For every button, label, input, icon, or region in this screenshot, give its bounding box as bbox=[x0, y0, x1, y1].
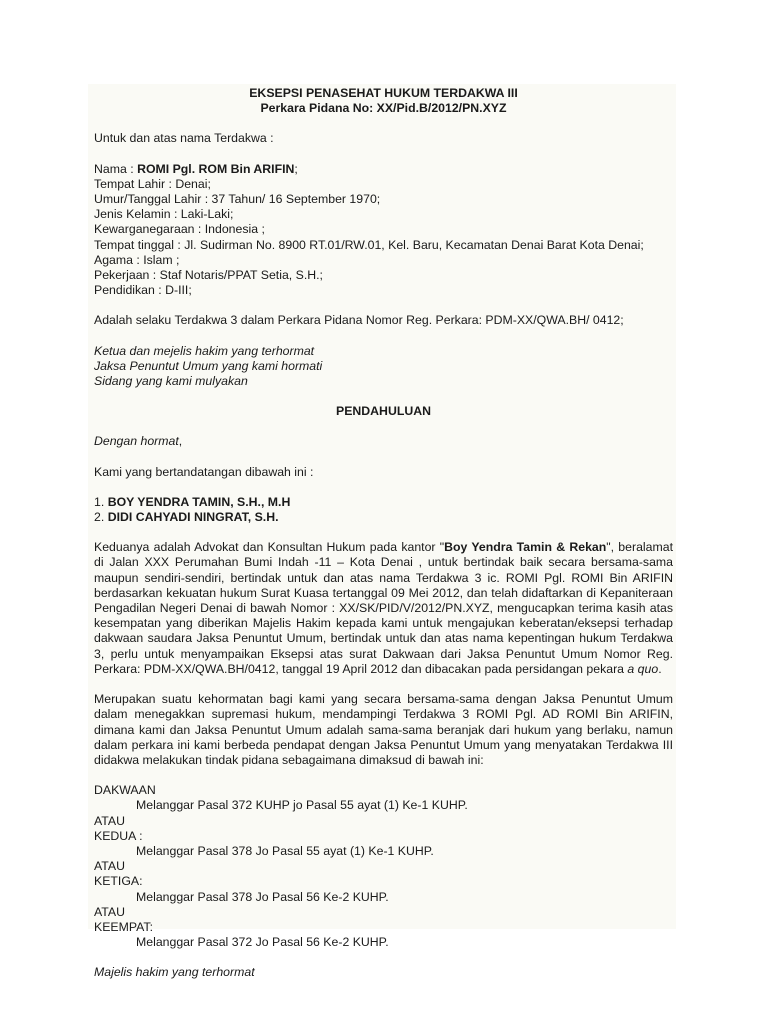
section-title: PENDAHULUAN bbox=[336, 404, 431, 419]
charge-or: ATAU bbox=[94, 859, 125, 874]
charge-heading: DAKWAAN bbox=[94, 783, 156, 798]
document-title: EKSEPSI PENASEHAT HUKUM TERDAKWA III bbox=[249, 86, 518, 100]
lawyer-item: 1. BOY YENDRA TAMIN, S.H., M.H bbox=[94, 494, 291, 509]
charge-heading: KEEMPAT: bbox=[94, 919, 153, 934]
defendant-religion: Agama : Islam ; bbox=[94, 252, 180, 267]
charge-heading: KETIGA: bbox=[94, 874, 143, 889]
lawyer-item: 2. DIDI CAHYADI NINGRAT, S.H. bbox=[94, 510, 279, 525]
defendant-nationality: Kewarganegaraan : Indonesia ; bbox=[94, 222, 265, 237]
charge-item: Melanggar Pasal 372 KUHP jo Pasal 55 ayat (1) Ke-1 KUHP. bbox=[136, 798, 468, 813]
defendant-education: Pendidikan : D-III; bbox=[94, 283, 192, 298]
greeting: Dengan hormat, bbox=[94, 434, 183, 449]
defendant-occupation: Pekerjaan : Staf Notaris/PPAT Setia, S.H.; bbox=[94, 268, 323, 283]
charge-item: Melanggar Pasal 378 Jo Pasal 56 Ke-2 KUHP. bbox=[136, 889, 389, 904]
paragraph-honor: Merupakan suatu kehormatan bagi kami yang secara bersama-sama dengan Jaksa Penuntut Umum dalam menegakkan supremasi hukum, mendampingi Terdakwa 3 ROMI Pgl. AD ROMI Bin ARIFIN, dimana kami dan Jaksa Penuntut Umum adalah sama-sama beranjak dari hukum yang berlaku, namun dalam perkara ini kami berbeda pendapat dengan Jaksa Penuntut Umum yang menyatakan Terdakwa III didakwa melakukan tindak pidana sebagaimana dimaksud di bawah ini: bbox=[94, 692, 673, 767]
salutation-line: Sidang yang kami mulyakan bbox=[94, 374, 248, 389]
document-page bbox=[88, 84, 676, 980]
charge-item: Melanggar Pasal 372 Jo Pasal 56 Ke-2 KUHP. bbox=[136, 935, 389, 950]
defendant-birthplace: Tempat Lahir : Denai; bbox=[94, 176, 211, 191]
signed-intro: Kami yang bertandatangan dibawah ini : bbox=[94, 464, 314, 479]
intro-line: Untuk dan atas nama Terdakwa : bbox=[94, 131, 274, 146]
name-value: ROMI Pgl. ROM Bin ARIFIN bbox=[137, 161, 295, 176]
charge-or: ATAU bbox=[94, 904, 125, 919]
law-firm-name: Boy Yendra Tamin & Rekan bbox=[444, 540, 607, 555]
status-line: Adalah selaku Terdakwa 3 dalam Perkara Pidana Nomor Reg. Perkara: PDM-XX/QWA.BH/ 0412; bbox=[94, 313, 624, 328]
defendant-name: Nama : ROMI Pgl. ROM Bin ARIFIN; bbox=[94, 161, 298, 176]
name-label: Nama : bbox=[94, 161, 138, 176]
closing-salutation: Majelis hakim yang terhormat bbox=[94, 965, 255, 980]
salutation-line: Jaksa Penuntut Umum yang kami hormati bbox=[94, 358, 323, 373]
case-number: Perkara Pidana No: XX/Pid.B/2012/PN.XYZ bbox=[260, 101, 507, 116]
charge-item: Melanggar Pasal 378 Jo Pasal 55 ayat (1) Ke-1 KUHP. bbox=[136, 843, 434, 858]
defendant-gender: Jenis Kelamin : Laki-Laki; bbox=[94, 207, 234, 222]
salutation-line: Ketua dan mejelis hakim yang terhormat bbox=[94, 343, 315, 358]
charge-or: ATAU bbox=[94, 813, 125, 828]
defendant-age-dob: Umur/Tanggal Lahir : 37 Tahun/ 16 September 1970; bbox=[94, 192, 381, 207]
defendant-residence: Tempat tinggal : Jl. Sudirman No. 8900 RT.01/RW.01, Kel. Baru, Kecamatan Denai Barat Kota Denai; bbox=[94, 237, 644, 252]
paragraph-counsel: Keduanya adalah Advokat dan Konsultan Hukum pada kantor "Boy Yendra Tamin & Rekan", beralamat di Jalan XXX Perumahan Bumi Indah -11 – Kota Denai , untuk bertindak baik secara bersama-sama maupun sendiri-sendiri, bertindak untuk dan atas nama Terdakwa 3 ic. ROMI Pgl. ROMI Bin ARIFIN berdasarkan kekuatan hukum Surat Kuasa tertanggal 09 Mei 2012, dan telah didaftarkan di Kepaniteraan Pengadilan Negeri Denai di bawah Nomor : XX/SK/PID/V/2012/PN.XYZ, mengucapkan terima kasih atas kesempatan yang diberikan Majelis Hakim kepada kami untuk mengajukan keberatan/eksepsi terhadap dakwaan saudara Jaksa Penuntut Umum, bertindak untuk dan atas nama kepentingan hukum Terdakwa 3, perlu untuk menyampaikan Eksepsi atas surat Dakwaan dari Jaksa Penuntut Umum Nomor Reg. Perkara: PDM-XX/QWA.BH/0412, tanggal 19 April 2012 dan dibacakan pada persidangan pekara a quo. bbox=[94, 540, 673, 676]
charge-heading: KEDUA : bbox=[94, 828, 143, 843]
